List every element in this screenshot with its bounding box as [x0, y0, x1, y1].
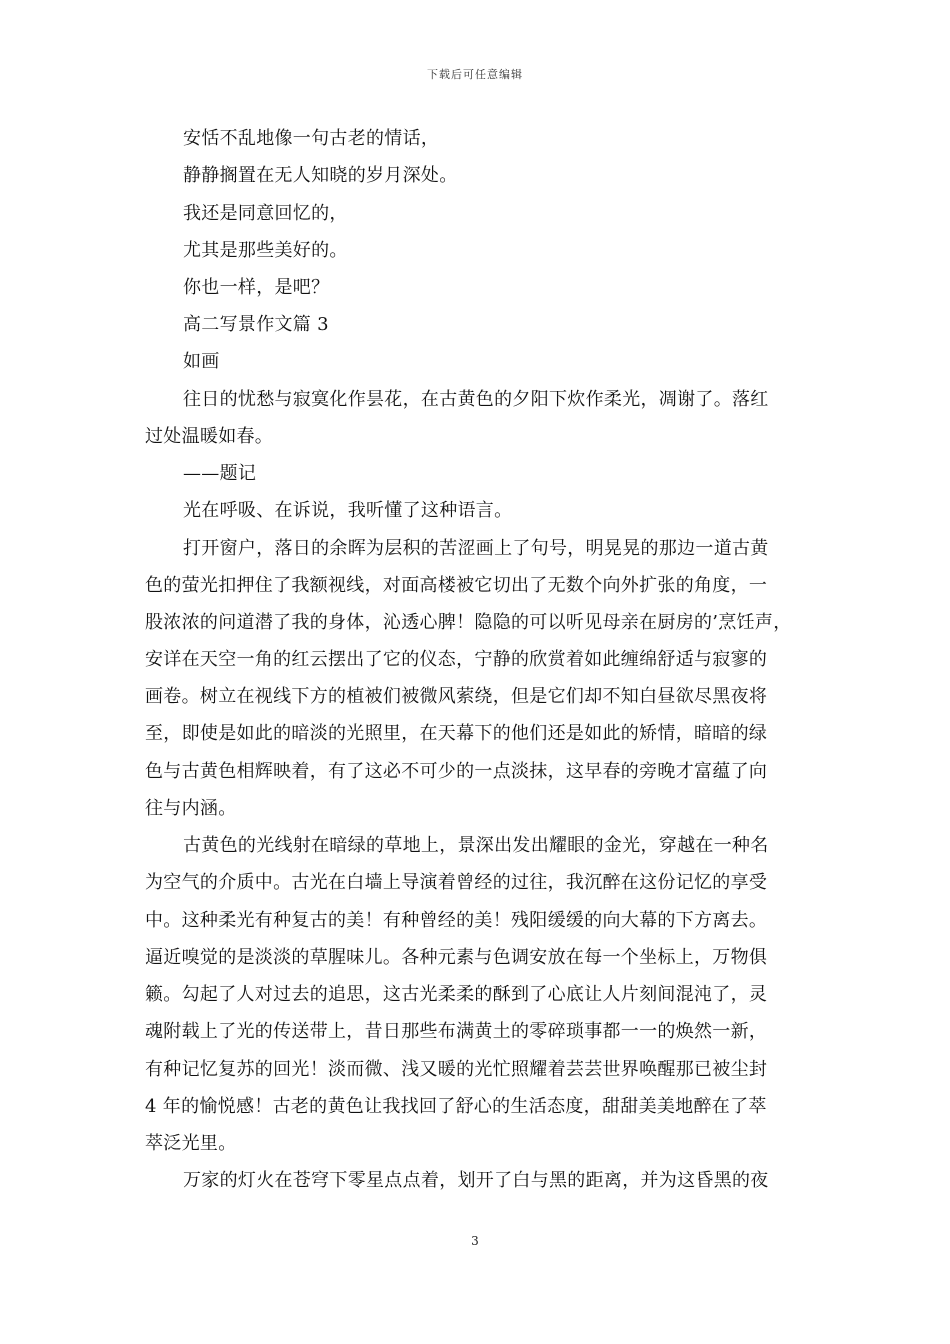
- paragraph-line: 往与内涵。: [145, 798, 237, 819]
- paragraph-line: 有种记忆复苏的回光！淡而微、浅又暖的光忙照耀着芸芸世界唤醒那已被尘封: [145, 1059, 768, 1080]
- paragraph-line: 打开窗户，落日的余晖为层积的苦涩画上了句号，明晃晃的那边一道古黄: [183, 538, 769, 559]
- text-line: 静静搁置在无人知晓的岁月深处。: [183, 165, 458, 186]
- paragraph-line: 魂附载上了光的传送带上，昔日那些布满黄土的零碎琐事都一一的焕然一新，: [145, 1021, 768, 1042]
- paragraph-line: 股浓浓的问道潜了我的身体，沁透心脾！隐隐的可以听见母亲在厨房的’烹饪声，: [145, 612, 792, 633]
- paragraph-line: 色的萤光扣押住了我额视线，对面高楼被它切出了无数个向外扩张的角度，一: [145, 575, 768, 596]
- paragraph-line: 逼近嗅觉的是淡淡的草腥味儿。各种元素与色调安放在每一个坐标上，万物俱: [145, 947, 768, 968]
- paragraph-line: 为空气的介质中。古光在白墙上导演着曾经的过往，我沉醉在这份记忆的享受: [145, 872, 768, 893]
- paragraph-line: 过处温暖如春。: [145, 426, 274, 447]
- paragraph-line: 光在呼吸、在诉说，我听懂了这种语言。: [183, 500, 513, 521]
- epigraph-attribution: ——题记: [183, 463, 257, 484]
- text-line: 安恬不乱地像一句古老的情话，: [183, 128, 440, 149]
- paragraph-line: 萃泛光里。: [145, 1133, 237, 1154]
- paragraph-line: 4 年的愉悦感！古老的黄色让我找回了舒心的生活态度，甜甜美美地醉在了萃: [145, 1096, 767, 1117]
- paragraph-line: 安详在天空一角的红云摆出了它的仪态，宁静的欣赏着如此缠绵舒适与寂寥的: [145, 649, 768, 670]
- text-line: 我还是同意回忆的，: [183, 203, 348, 224]
- text-line: 你也一样，是吧？: [183, 277, 330, 298]
- paragraph-line: 籁。勾起了人对过去的追思，这古光柔柔的酥到了心底让人片刻间混沌了，灵: [145, 984, 768, 1005]
- paragraph-line: 色与古黄色相辉映着，有了这必不可少的一点淡抹，这早春的旁晚才富蕴了向: [145, 761, 768, 782]
- paragraph-line: 画卷。树立在视线下方的植被们被微风萦绕，但是它们却不知白昼欲尽黑夜将: [145, 686, 768, 707]
- page-header: 下载后可任意编辑: [427, 68, 523, 81]
- paragraph-line: 古黄色的光线射在暗绿的草地上，景深出发出耀眼的金光，穿越在一种名: [183, 835, 769, 856]
- section-title: 高二写景作文篇 3: [183, 314, 329, 335]
- paragraph-line: 万家的灯火在苍穹下零星点点着，划开了白与黑的距离，并为这昏黑的夜: [183, 1170, 769, 1191]
- paragraph-line: 中。这种柔光有种复古的美！有种曾经的美！残阳缓缓的向大幕的下方离去。: [145, 910, 768, 931]
- essay-title: 如画: [183, 351, 220, 372]
- paragraph-line: 至，即使是如此的暗淡的光照里，在天幕下的他们还是如此的矫情，暗暗的绿: [145, 723, 768, 744]
- text-line: 尤其是那些美好的。: [183, 240, 348, 261]
- page-number: 3: [471, 1234, 479, 1248]
- paragraph-line: 往日的忧愁与寂寞化作昙花，在古黄色的夕阳下炊作柔光，凋谢了。落红: [183, 389, 769, 410]
